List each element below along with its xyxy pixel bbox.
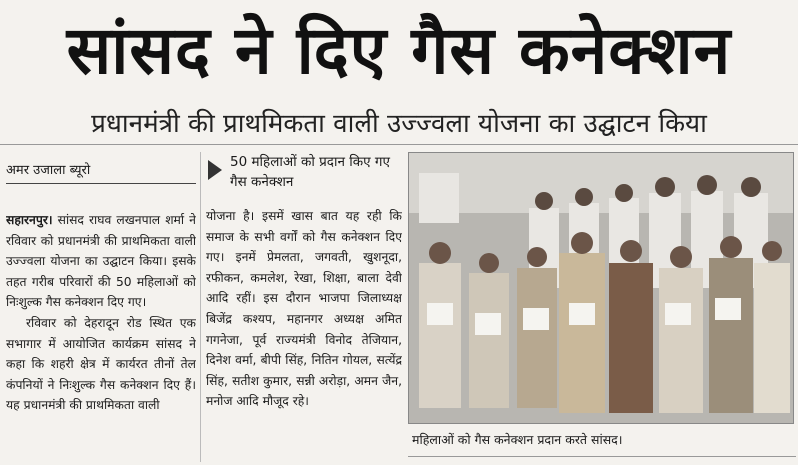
headline: सांसद ने दिए गैस कनेक्शन — [66, 12, 732, 89]
article-paragraph-3: योजना है। इसमें खास बात यह रही कि समाज के सभी वर्गों को गैस कनेक्शन दिए गए। इनमें प्रेमलता, जगवती, खुशनूदा, रफीकन, कमलेश, रेखा, शिक्षा, बाला देवी आदि रहीं। इस दौरान भाजपा जिलाध्यक्ष बिजेंद्र कश्यप, महानगर अध्यक्ष अमित गगनेजा, पूर्व राज्यमंत्री विनोद तेजियान, दिनेश वर्मा, बीपी सिंह, नितिन गोयल, सत्येंद्र सिंह, सतीश कुमार, सन्नी अरोड़ा, अमन जैन, मनोज आदि मौजूद रहे। — [206, 209, 402, 409]
dateline: सहारनपुर। — [6, 213, 53, 227]
subheadline: प्रधानमंत्री की प्राथमिकता वाली उज्ज्वला योजना का उद्घाटन किया — [0, 100, 798, 145]
pull-quote — [206, 152, 402, 202]
news-photo — [408, 152, 794, 424]
byline: अमर उजाला ब्यूरो — [6, 160, 196, 184]
article-paragraph-1 — [6, 210, 196, 313]
article-column-2 — [206, 206, 402, 462]
column-divider — [200, 152, 201, 462]
article-column-1 — [6, 210, 196, 462]
paragraph-text: सांसद राघव लखनपाल शर्मा ने रविवार को प्रधानमंत्री की प्राथमिकता वाली उज्ज्वला योजना का उद्घाटन किया। इसके तहत गरीब परिवारों की 50 महिलाओं को निःशुल्क गैस कनेक्शन दिए गए। — [6, 213, 196, 310]
pull-quote-text: 50 महिलाओं को प्रदान किए गए गैस कनेक्शन — [230, 154, 390, 190]
triangle-marker-icon — [208, 160, 222, 180]
group-photo-illustration — [409, 153, 793, 423]
article-paragraph-2: रविवार को देहरादून रोड स्थित एक सभागार में आयोजित कार्यक्रम सांसद ने कहा कि शहरी क्षेत्र में कार्यरत तीनों तेल कंपनियों ने निःशुल्क गैस कनेक्शन दिए हैं। यह प्रधानमंत्री की प्राथमिकता वाली — [6, 315, 196, 413]
photo-caption: महिलाओं को गैस कनेक्शन प्रदान करते सांसद। — [408, 426, 796, 457]
